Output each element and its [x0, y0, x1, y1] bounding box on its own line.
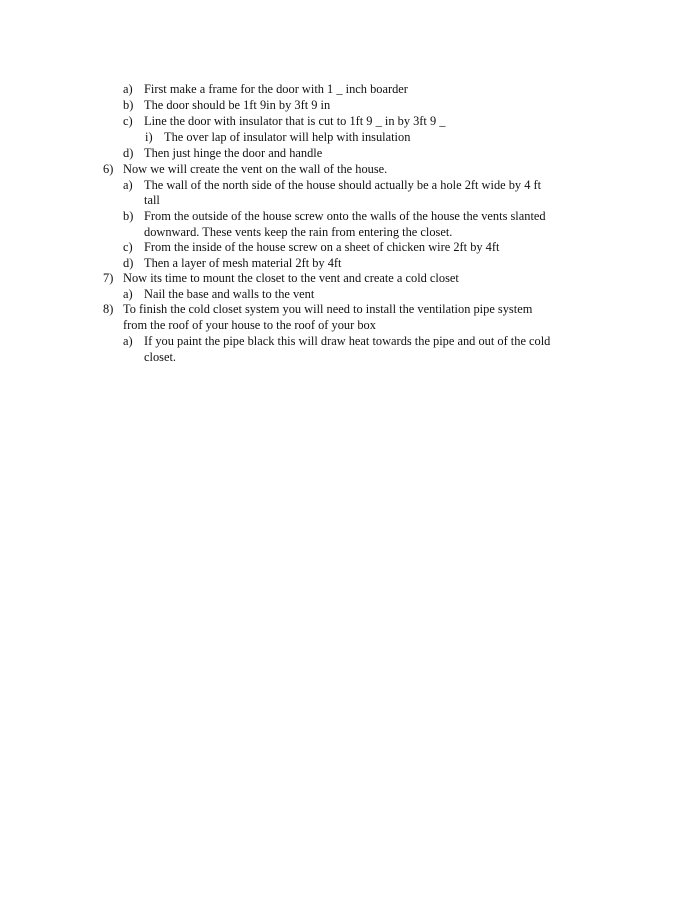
list-text: Then just hinge the door and handle — [144, 146, 323, 160]
list-marker: c) — [123, 240, 133, 254]
list-marker: c) — [123, 114, 133, 128]
list-text: The wall of the north side of the house should actually be a hole 2ft wide by 4 ft — [144, 178, 542, 192]
list-marker: i) — [145, 130, 153, 144]
list-marker: d) — [123, 256, 134, 270]
list-text: Now its time to mount the closet to the vent and create a cold closet — [123, 271, 459, 285]
list-text: The door should be 1ft 9in by 3ft 9 in — [144, 98, 331, 112]
list-marker: a) — [123, 287, 133, 301]
list-text: First make a frame for the door with 1 _ inch boarder — [144, 82, 408, 96]
list-text: Then a layer of mesh material 2ft by 4ft — [144, 256, 342, 270]
list-text: closet. — [144, 350, 176, 364]
list-marker: b) — [123, 209, 134, 223]
list-text: Now we will create the vent on the wall of the house. — [123, 162, 388, 176]
list-marker: 7) — [103, 271, 114, 285]
list-marker: a) — [123, 334, 133, 348]
list-text: The over lap of insulator will help with insulation — [164, 130, 411, 144]
list-marker: 8) — [103, 302, 114, 316]
list-marker: d) — [123, 146, 134, 160]
list-text: To finish the cold closet system you will need to install the ventilation pipe system — [123, 302, 533, 316]
list-marker: b) — [123, 98, 134, 112]
list-marker: 6) — [103, 162, 114, 176]
list-text: If you paint the pipe black this will draw heat towards the pipe and out of the cold — [144, 334, 551, 348]
list-marker: a) — [123, 178, 133, 192]
list-marker: a) — [123, 82, 133, 96]
list-text: tall — [144, 193, 160, 207]
list-text: downward. These vents keep the rain from entering the closet. — [144, 225, 453, 239]
list-text: from the roof of your house to the roof of your box — [123, 318, 376, 332]
list-text: From the outside of the house screw onto the walls of the house the vents slanted — [144, 209, 546, 223]
list-text: From the inside of the house screw on a sheet of chicken wire 2ft by 4ft — [144, 240, 500, 254]
list-text: Nail the base and walls to the vent — [144, 287, 315, 301]
list-text: Line the door with insulator that is cut to 1ft 9 _ in by 3ft 9 _ — [144, 114, 446, 128]
